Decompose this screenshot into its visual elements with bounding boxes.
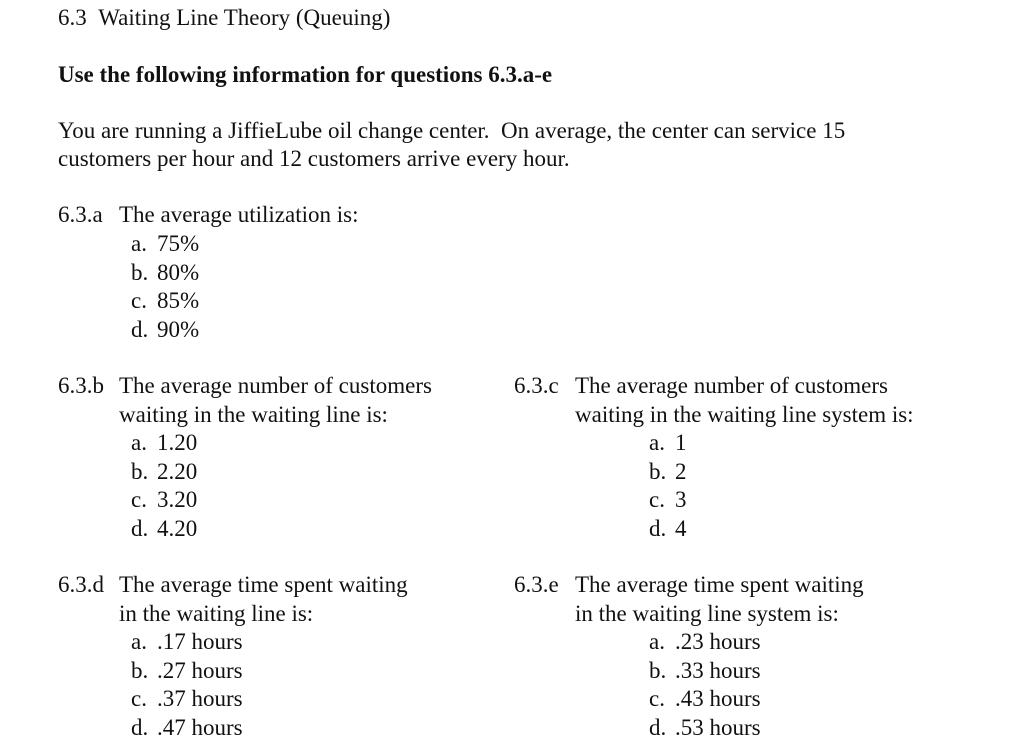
option-letter: d. xyxy=(131,316,149,342)
scenario-line-1: You are running a JiffieLube oil change center. On average, the center can service 15 xyxy=(58,118,846,143)
option-letter: c. xyxy=(649,686,665,711)
option-text: .33 hours xyxy=(675,657,761,683)
option-b[interactable] xyxy=(131,657,243,686)
answer-options xyxy=(649,628,761,742)
option-d[interactable] xyxy=(131,515,197,544)
option-text: 4 xyxy=(675,515,687,541)
option-letter: c. xyxy=(131,686,147,711)
option-text: .53 hours xyxy=(675,714,761,740)
option-letter: b. xyxy=(649,458,667,484)
option-text: 3.20 xyxy=(157,487,198,512)
option-b[interactable] xyxy=(131,259,199,288)
option-text: 1.20 xyxy=(157,430,198,455)
option-letter: a. xyxy=(131,629,147,654)
option-text: 2 xyxy=(675,458,687,484)
option-letter: c. xyxy=(131,487,147,512)
question-number: 6.3.c xyxy=(514,373,559,398)
option-letter: a. xyxy=(649,430,665,455)
option-a[interactable] xyxy=(649,429,687,458)
option-text: .27 hours xyxy=(157,657,243,683)
question-text-line-2: in the waiting line is: xyxy=(119,600,314,626)
option-text: .17 hours xyxy=(157,629,243,654)
option-d[interactable] xyxy=(131,316,199,345)
option-text: 80% xyxy=(157,259,200,285)
option-text: .23 hours xyxy=(675,629,761,654)
option-a[interactable] xyxy=(131,429,197,458)
option-letter: a. xyxy=(131,231,147,256)
option-d[interactable] xyxy=(649,714,761,743)
question-text-line-1: The average utilization is: xyxy=(119,202,359,227)
option-letter: b. xyxy=(131,657,149,683)
option-a[interactable] xyxy=(131,230,199,259)
option-b[interactable] xyxy=(649,458,687,487)
question-number: 6.3.e xyxy=(514,572,559,597)
option-letter: c. xyxy=(131,288,147,313)
option-letter: d. xyxy=(649,515,667,541)
option-text: 2.20 xyxy=(157,458,198,484)
option-d[interactable] xyxy=(649,515,687,544)
option-letter: b. xyxy=(131,259,149,285)
option-text: 3 xyxy=(675,487,687,512)
option-text: 1 xyxy=(675,430,687,455)
option-c[interactable] xyxy=(131,287,199,316)
option-c[interactable] xyxy=(131,486,197,515)
section-heading xyxy=(58,4,390,32)
option-letter: d. xyxy=(649,714,667,740)
option-letter: a. xyxy=(131,430,147,455)
option-text: 90% xyxy=(157,316,200,342)
option-a[interactable] xyxy=(649,628,761,657)
option-letter: b. xyxy=(649,657,667,683)
scenario-line-2: customers per hour and 12 customers arrive every hour. xyxy=(58,146,570,171)
option-c[interactable] xyxy=(131,685,243,714)
option-text: 75% xyxy=(157,231,200,256)
question-text-line-1: The average number of customers xyxy=(575,373,888,398)
question-text-line-2: waiting in the waiting line is: xyxy=(119,401,388,427)
question-number: 6.3.b xyxy=(58,373,104,398)
question-number: 6.3.d xyxy=(58,572,104,597)
option-text: 4.20 xyxy=(157,515,198,541)
option-letter: a. xyxy=(649,629,665,654)
question-text-line-2: in the waiting line system is: xyxy=(575,600,839,626)
option-c[interactable] xyxy=(649,486,687,515)
option-text: .43 hours xyxy=(675,686,761,711)
option-b[interactable] xyxy=(131,458,197,487)
option-letter: c. xyxy=(649,487,665,512)
option-a[interactable] xyxy=(131,628,243,657)
answer-options xyxy=(131,628,243,742)
section-title: Waiting Line Theory (Queuing) xyxy=(98,5,391,30)
option-text: 85% xyxy=(157,288,200,313)
option-d[interactable] xyxy=(131,714,243,743)
question-number: 6.3.a xyxy=(58,202,103,227)
question-text-line-1: The average number of customers xyxy=(119,373,432,398)
option-text: .47 hours xyxy=(157,714,243,740)
answer-options xyxy=(649,429,687,543)
question-text-line-2: waiting in the waiting line system is: xyxy=(575,401,914,427)
option-c[interactable] xyxy=(649,685,761,714)
answer-options xyxy=(131,429,197,543)
option-letter: d. xyxy=(131,714,149,740)
instruction: Use the following information for questions 6.3.a-e xyxy=(58,62,553,87)
option-letter: b. xyxy=(131,458,149,484)
question-text-line-1: The average time spent waiting xyxy=(575,572,864,597)
option-b[interactable] xyxy=(649,657,761,686)
section-number: 6.3 xyxy=(58,5,87,30)
answer-options xyxy=(131,230,199,344)
option-letter: d. xyxy=(131,515,149,541)
option-text: .37 hours xyxy=(157,686,243,711)
question-text-line-1: The average time spent waiting xyxy=(119,572,408,597)
